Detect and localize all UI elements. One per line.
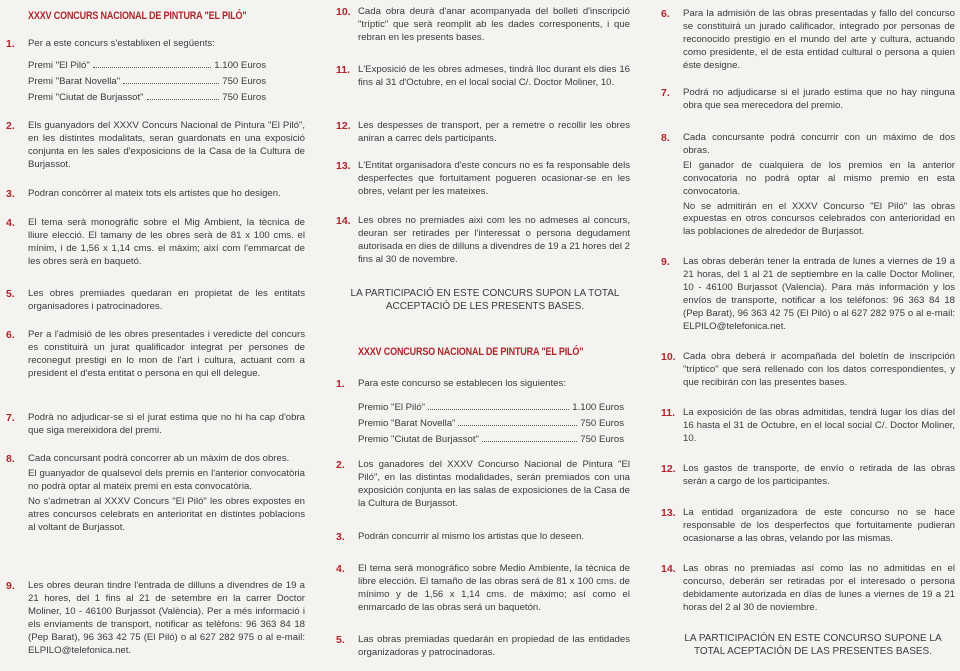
item-number: 6. — [661, 8, 670, 20]
item-text: Para la admisión de las obras presentadas y fallo del concurso se constituirá un jurado calificador, integrado por personas de reconocido prestigio en el mundo del arte y cultura, actuando como presidente, el de esta entidad cultural o persona a quien éste designe. — [683, 8, 955, 71]
item-text: Las obras no premiadas así como las no admitidas en el concurso, deberán ser retiradas por el interesado o persona debidamente autorizada en días de lunes a viernes de 19 a 21 horas del 2 al 30 de noviembre. — [683, 563, 955, 613]
item-text: El tema será monográfico sobre Medio Ambiente, la técnica de libre elección. El tamaño de las obras será de 81 x 100 cms. de mínimo y de 1,56 x 1,14 cms. de máximo; así como el enmarcado de las obras será un baquetón. — [358, 563, 630, 613]
item-text: L'Exposició de les obres admeses, tindrà lloc durant els dies 16 fins al 31 d'Octubre, en el local social C/. Doctor Moliner, 10. — [358, 64, 630, 88]
prize-row: Premi "Barat Novella" 750 Euros — [28, 76, 266, 87]
item-text: Los gastos de transporte, de envío o retirada de las obras serán a cargo de los participantes. — [683, 463, 955, 487]
prize-row: Premio "Barat Novella" 750 Euros — [358, 418, 624, 429]
item-text: Podrá no adjudicarse si el jurado estima que no hay ninguna obra que sea merecedora del premio. — [683, 87, 955, 111]
item-text: Podrán concurrir al mismo los artistas que lo deseen. — [358, 531, 585, 542]
item-number: 11. — [336, 64, 351, 76]
spanish-prize-list — [358, 400, 624, 448]
item-text: Cada concursante podrá concurrir con un máximo de dos obras. El ganador de cualquiera de los premios en la anterior convocatoria no podrá optar al mismo premio en esta convocatoria. No se admitirán en el XXXV Concurso "El Piló" las obras expuestas en otros concursos celebrados con anterioridad en las poblaciones de alrededor de Burjassot. — [683, 132, 955, 238]
item-number: 9. — [6, 580, 15, 592]
item-text: Les obres deuran tindre l'entrada de dilluns a divendres de 19 a 21 hores, del 1 fins al 21 de setembre en la carrer Doctor Moliner, 10 - 46100 Burjassot (València). Per a més informació i els enviaments de transport, notificar as telèfons: 96 363 84 18 (Pep Barat), 96 363 42 75 (El Piló) o al 627 282 975 o al e-mail: ELPILO@telefonica.net. — [28, 580, 305, 656]
prize-row: Premi "Ciutat de Burjassot" 750 Euros — [28, 92, 266, 103]
item-number: 2. — [6, 120, 15, 132]
item-number: 7. — [661, 87, 670, 99]
item-text: Podran concòrrer al mateix tots els artistes que ho desigen. — [28, 188, 281, 199]
item-number: 11. — [661, 407, 676, 419]
item-text: Las obras deberán tener la entrada de lunes a viernes de 19 a 21 horas, del 1 al 21 de septiembre en la calle Doctor Moliner, 10 - 46100 Burjassot (Valencia). Para más información y los envíos de transporte, notificar a los teléfonos: 96 363 84 18 (Pep Barat), 96 363 42 75 (El Piló) o al 627 282 975 o al e-mail: ELPILO@telefonica.net. — [683, 256, 955, 332]
catalan-closing: LA PARTICIPACIÓ EN ESTE CONCURS SUPON LA TOTAL ACCEPTACIÓ DE LES PRESENTS BASES. — [350, 288, 620, 312]
item-text: Las obras premiadas quedarán en propiedad de las entidades organizadoras y patrocinadoras. — [358, 634, 630, 658]
item-number: 3. — [6, 188, 15, 200]
item-number: 4. — [336, 563, 345, 575]
item-number: 9. — [661, 256, 670, 268]
spanish-title: XXXV CONCURSO NACIONAL DE PINTURA "EL PILÓ" — [358, 346, 584, 358]
item-number: 4. — [6, 217, 15, 229]
item-number: 13. — [661, 507, 676, 519]
item-number: 8. — [661, 132, 670, 144]
item-number: 13. — [336, 160, 351, 172]
catalan-prize-list — [28, 58, 266, 106]
item-number: 10. — [661, 351, 676, 363]
item-number: 14. — [661, 563, 676, 575]
item-number: 1. — [336, 378, 345, 390]
item-text: Cada obra deurà d'anar acompanyada del bolleti d'inscripció "tríptic" que serà reomplit ab les dades corresponents, i que rebran en les presents bases. — [358, 6, 630, 43]
item-text: Para este concurso se establecen los siguientes: — [358, 378, 566, 389]
item-number: 6. — [6, 329, 15, 341]
item-text: Les despesses de transport, per a remetre o recollir les obres aniran a carrec dels participants. — [358, 120, 630, 144]
item-number: 12. — [336, 120, 351, 132]
item-text: Les obres no premiades aixi com les no admeses al concurs, deuran ser retirades per l'interessat o persona degudament autorisada en dies de dilluns a divendres de 19 a 21 hores del 2 fins al 30 de novembre. — [358, 215, 631, 265]
item-text: El tema serà monogràfic sobre el Mig Ambient, la tècnica de lliure elecció. El tamany de les obres serà de 81 x 100 cms. el mínim, i de 1,56 x 1,14 cms. el màxim; així com l'emmarcat de les obres serà en baquetó. — [28, 217, 305, 267]
catalan-title: XXXV CONCURS NACIONAL DE PINTURA "EL PILÓ" — [28, 10, 247, 22]
item-text: Per a este concurs s'establixen el següents: — [28, 38, 215, 49]
item-text: Els guanyadors del XXXV Concurs Nacional de Pintura "El Piló", en les distintes modalitats, seran guardonats en una exposició conjunta en les sales d'exposicions de la Casa de la Cultura de Burjassot. — [28, 120, 305, 170]
item-number: 14. — [336, 215, 351, 227]
item-text: Podrà no adjudicar-se si el jurat estima que no hi ha cap d'obra que siga mereixidora del premi. — [28, 412, 305, 436]
item-text: L'Entitat organisadora d'este concurs no es fa responsable dels desperfectes que fortuitament pogueren ocasionar-se en les obres, velant per les mateixes. — [358, 160, 630, 197]
item-text: Per a l'admisió de les obres presentades i veredicte del concurs es constituirà un jurat qualificador integrat per persones de reconegut prestigi en lo mon de l'art i cultura, actuant com a president el d'esta entitat o persona en qui ell delegue. — [28, 329, 305, 379]
item-text: Cada obra deberá ir acompañada del boletín de inscripción "tríptico" que será rellenado con los datos correspondientes, y que recibirán con las presentes bases. — [683, 351, 955, 388]
prize-row: Premio "Ciutat de Burjassot" 750 Euros — [358, 434, 624, 445]
item-text: Cada concursant podrà concorrer ab un màxim de dos obres. El guanyador de qualsevol dels premis en l'anterior convocatòria no podrà optar al mateix premi en esta convocatòria. No s'admetran al XXXV Concurs "El Piló" les obres expostes en atres concursos celebrats en anterioritat en distintes poblacions al voltant de Burjassot. — [28, 453, 305, 533]
item-text: Los ganadores del XXXV Concurso Nacional de Pintura "El Piló", en las distintas modalidades, serán premiados con una exposición conjunta en las salas de exposiciones de la Casa de la Cultura de Burjassot. — [358, 459, 630, 509]
item-number: 1. — [6, 38, 15, 50]
item-number: 5. — [6, 288, 15, 300]
item-number: 3. — [336, 531, 345, 543]
spanish-closing: LA PARTICIPACIÓN EN ESTE CONCURSO SUPONE LA TOTAL ACEPTACIÓN DE LAS PRESENTES BASES. — [684, 633, 942, 657]
item-number: 10. — [336, 6, 351, 18]
item-number: 2. — [336, 459, 345, 471]
item-text: La exposición de las obras admitidas, tendrá lugar los días del 16 hasta el 31 de Octubre, en el local social C/. Doctor Moliner, 10. — [683, 407, 955, 444]
prize-row: Premi "El Piló" 1.100 Euros — [28, 60, 266, 71]
prize-row: Premio "El Piló" 1.100 Euros — [358, 402, 624, 413]
item-number: 5. — [336, 634, 345, 646]
item-number: 8. — [6, 453, 15, 465]
item-number: 7. — [6, 412, 15, 424]
item-number: 12. — [661, 463, 676, 475]
item-text: La entidad organizadora de este concurso no se hace responsable de los desperfectos que fortuitamente pudieran ocasionarse a las obras, velando por las mismas. — [683, 507, 955, 544]
item-text: Les obres premiades quedaran en propietat de les entitats organisadores i patrocinadores. — [28, 288, 305, 312]
